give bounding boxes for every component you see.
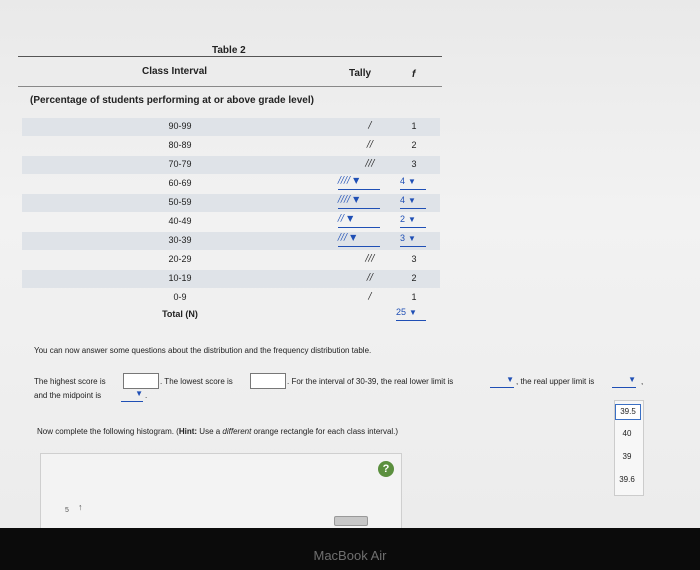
frequency-cell: 2 [411, 273, 417, 283]
tally-cell: / [368, 121, 372, 131]
dropdown-arrow-icon: ▼ [408, 177, 416, 186]
dropdown-arrow-icon: ▼ [350, 233, 357, 242]
frequency-cell: 3 [411, 254, 417, 264]
hint-label: Hint: [178, 427, 198, 436]
tally-dropdown[interactable] [338, 233, 380, 247]
frequency-dropdown[interactable] [400, 233, 426, 247]
class-interval-cell: 30-39 [168, 235, 192, 245]
table-top-rule [18, 56, 442, 57]
frequency-cell: 1 [411, 121, 417, 131]
table-subtitle: (Percentage of students performing at or above grade level) [30, 95, 314, 106]
table-row [22, 194, 440, 212]
y-axis-tick-label: 5 [65, 507, 69, 514]
table-header-rule [18, 86, 442, 87]
dropdown-option[interactable]: 39.5 [615, 404, 641, 420]
dropdown-option[interactable]: 39.6 [619, 475, 635, 484]
frequency-cell: 3 [411, 159, 417, 169]
laptop-bezel [0, 528, 700, 570]
lowest-score-input[interactable] [250, 373, 286, 389]
table-row [22, 289, 440, 307]
dropdown-arrow-icon: ▼ [353, 195, 360, 204]
class-interval-cell: 60-69 [168, 178, 192, 188]
help-icon[interactable]: ? [378, 461, 394, 477]
class-interval-cell: 90-99 [168, 121, 192, 131]
highest-score-input[interactable] [123, 373, 159, 389]
histogram-instruction [37, 427, 398, 436]
upper-limit-dropdown[interactable] [612, 375, 636, 388]
dropdown-arrow-icon: ▼ [408, 215, 416, 224]
questions-intro: You can now answer some questions about the distribution and the frequency distribution table. [34, 346, 372, 355]
dropdown-arrow-icon: ▼ [628, 375, 636, 384]
tally-value: // [338, 214, 345, 224]
dropdown-arrow-icon: ▼ [409, 308, 417, 317]
class-interval-cell: 40-49 [168, 216, 192, 226]
col-header-tally: Tally [349, 68, 372, 79]
col-header-f: f [412, 69, 416, 80]
class-interval-cell: 70-79 [168, 159, 192, 169]
device-brand-label: MacBook Air [313, 548, 387, 563]
class-interval-cell: 10-19 [168, 273, 192, 283]
table-row [22, 232, 440, 250]
tally-value: //// [338, 195, 351, 205]
table-row [22, 213, 440, 231]
frequency-value: 4 [400, 176, 406, 186]
frequency-dropdown[interactable] [400, 176, 426, 190]
col-header-class-interval: Class Interval [142, 66, 208, 77]
table-row [22, 156, 440, 174]
dropdown-arrow-icon: ▼ [135, 389, 143, 398]
tally-cell: / [368, 292, 372, 302]
total-value: 25 [396, 307, 407, 317]
tally-dropdown[interactable] [338, 195, 380, 209]
frequency-value: 3 [400, 233, 406, 243]
tally-cell: // [366, 140, 374, 150]
highest-score-label: The highest score is [34, 377, 106, 386]
table-title: Table 2 [212, 45, 246, 56]
frequency-value: 2 [400, 214, 406, 224]
frequency-dropdown[interactable] [400, 214, 426, 228]
upper-limit-label: , the real upper limit is [516, 377, 595, 386]
hint-text: Use a [197, 427, 223, 436]
frequency-cell: 1 [411, 292, 417, 302]
class-interval-cell: 80-89 [168, 140, 192, 150]
total-row [22, 306, 440, 324]
graph-slider-handle[interactable] [334, 516, 368, 526]
dropdown-option[interactable]: 40 [622, 429, 632, 438]
upper-limit-period: , [641, 377, 644, 386]
table-row [22, 118, 440, 136]
tally-cell: // [366, 273, 374, 283]
tally-cell: /// [365, 159, 375, 169]
table-row [22, 137, 440, 155]
midpoint-label: and the midpoint is [34, 391, 102, 400]
tally-value: /// [338, 233, 348, 243]
tally-dropdown[interactable] [338, 214, 380, 228]
histogram-instruction-prefix: Now complete the following histogram. ( [37, 427, 179, 436]
total-label: Total (N) [162, 309, 198, 319]
frequency-dropdown[interactable] [400, 195, 426, 209]
frequency-cell: 2 [411, 140, 417, 150]
table-row [22, 175, 440, 193]
dropdown-arrow-icon: ▼ [347, 214, 354, 223]
midpoint-dropdown[interactable] [121, 389, 143, 402]
class-interval-cell: 0-9 [173, 292, 187, 302]
dropdown-arrow-icon: ▼ [408, 196, 416, 205]
dropdown-arrow-icon: ▼ [506, 375, 514, 384]
total-dropdown[interactable] [396, 307, 426, 321]
tally-cell: /// [365, 254, 375, 264]
hint-suffix: orange rectangle for each class interval.) [251, 427, 399, 436]
tally-value: //// [338, 176, 351, 186]
tally-dropdown[interactable] [338, 176, 380, 190]
class-interval-cell: 50-59 [168, 197, 192, 207]
y-axis-arrow-icon: ↑ [78, 502, 83, 512]
lower-limit-dropdown[interactable] [490, 375, 514, 388]
dropdown-arrow-icon: ▼ [353, 176, 360, 185]
dropdown-arrow-icon: ▼ [408, 234, 416, 243]
class-interval-cell: 20-29 [168, 254, 192, 264]
interval-lower-label: . For the interval of 30-39, the real lower limit is [287, 377, 454, 386]
frequency-value: 4 [400, 195, 406, 205]
table-row [22, 251, 440, 269]
midpoint-period: . [145, 391, 148, 400]
table-row [22, 270, 440, 288]
hint-emphasis: different [222, 427, 252, 436]
dropdown-option[interactable]: 39 [622, 452, 632, 461]
lowest-score-label: . The lowest score is [160, 377, 233, 386]
